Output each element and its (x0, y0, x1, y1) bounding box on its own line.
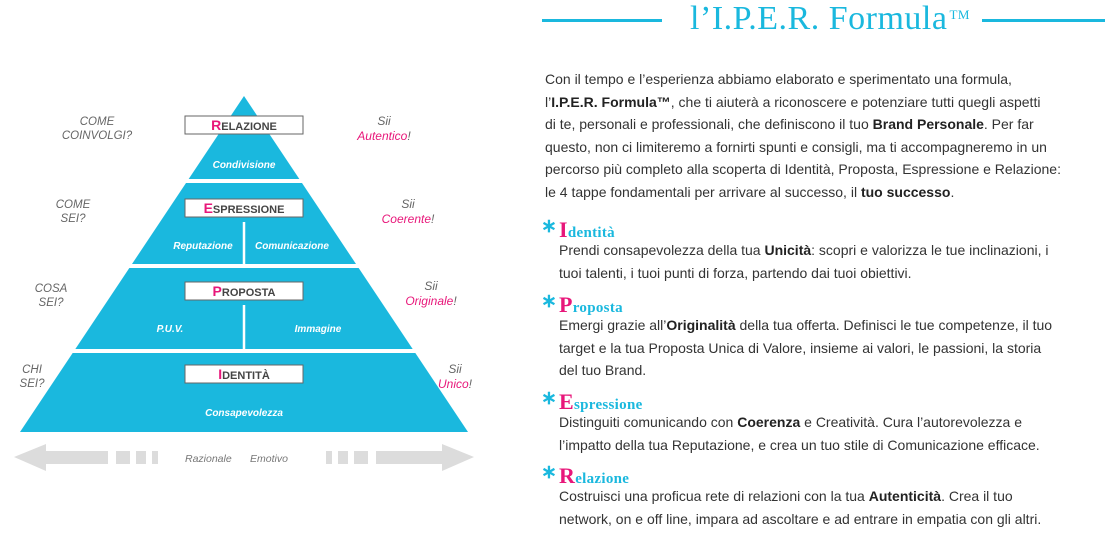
section-title: Relazione (559, 463, 630, 488)
arrow-dash (338, 451, 348, 464)
question-text: CHI (22, 364, 42, 376)
intro-line: percorso più completo alla scoperta di Identità, Proposta, Espressione e Relazione: (545, 161, 1061, 177)
cell-label: Immagine (294, 324, 342, 335)
section-body: Costruisci una proficua rete di relazioni con la tua Autenticità. Crea il tuo network, on e off line, impara ad ascoltare e ad entrare in empatia con gli altri. (559, 488, 1042, 527)
section-title: Espressione (559, 389, 643, 414)
sii-text: Sii (448, 362, 462, 376)
cell-label: Comunicazione (255, 241, 329, 252)
section-header (540, 0, 1106, 38)
arrow-dash (116, 451, 130, 464)
question-text: SEI? (19, 378, 45, 390)
intro-line: di te, personali e professionali, che definiscono il tuo Brand Personale. Per far (545, 116, 1034, 132)
section-title: Proposta (559, 292, 623, 317)
sii-text: Sii (401, 197, 415, 211)
arrow-dash (354, 451, 368, 464)
axis-label-left: Razionale (185, 453, 232, 465)
section-body: Distinguiti comunicando con Coerenza e Creatività. Cura l’autorevolezza e l’impatto della tua Reputazione, e crea un tuo stile di Comunicazione efficace. (559, 414, 1040, 453)
cell-label: P.U.V. (156, 324, 184, 335)
arrow-dash (152, 451, 158, 464)
arrow-left-icon (14, 444, 108, 471)
asterisk-icon: ∗ (541, 291, 557, 312)
pyramid-svg (0, 0, 500, 534)
question-text: COINVOLGI? (61, 130, 133, 142)
section-body: Prendi consapevolezza della tua Unicità: scopri e valorizza le tue inclinazioni, i tuoi talenti, i tuoi punti di forza, partendo dai tuoi obiettivi. (559, 242, 1049, 281)
level-label-espressione: ESPRESSIONE (203, 200, 285, 216)
quality-text: Unico! (437, 377, 473, 391)
quality-text: Coerente! (381, 212, 435, 226)
sii-text: Sii (424, 279, 438, 293)
question-text: SEI? (38, 297, 64, 309)
question-text: COME (79, 116, 115, 128)
intro-line: questo, non ci limiteremo a fornirti spunti e consigli, ma ti accompagneremo in un (545, 138, 1047, 155)
asterisk-icon: ∗ (541, 388, 557, 409)
section-relazione (541, 462, 1105, 530)
arrow-dash (326, 451, 332, 464)
level-label-relazione: RELAZIONE (211, 117, 277, 133)
quality-text: Autentico! (357, 129, 411, 143)
header-rule-left (542, 19, 662, 22)
asterisk-icon: ∗ (541, 462, 557, 483)
asterisk-icon: ∗ (541, 216, 557, 237)
section-espressione (541, 388, 1105, 456)
arrow-right-icon (376, 444, 474, 471)
cell-label: Reputazione (173, 241, 233, 252)
section-identita (541, 216, 1105, 284)
trademark-mark: TM (949, 7, 970, 22)
section-body: Emergi grazie all’Originalità della tua offerta. Definisci le tue competenze, il tuo target e la tua Proposta Unica di Valore, insieme ai valori, le passioni, la storia del tuo Brand. (559, 317, 1053, 378)
intro-line: l’I.P.E.R. Formula™, che ti aiuterà a riconoscere e potenziare tutti quegli aspetti (545, 93, 1041, 110)
pyramid-diagram (0, 0, 500, 534)
sii-text: Sii (377, 114, 391, 128)
header-rule-right (982, 19, 1105, 22)
axis-label-right: Emotivo (250, 453, 288, 465)
section-title: Identità (559, 217, 615, 242)
level-label-identita: IDENTITÀ (218, 366, 270, 382)
cell-label: Consapevolezza (205, 408, 283, 419)
page-title: l’I.P.E.R. Formula ™ (690, 0, 970, 37)
question-text: SEI? (60, 213, 86, 225)
arrow-dash (136, 451, 146, 464)
section-proposta (541, 291, 1105, 382)
cell-label: Condivisione (212, 160, 276, 171)
question-text: COSA (34, 283, 68, 295)
quality-text: Originale! (405, 294, 457, 308)
intro-paragraph (545, 68, 1105, 203)
intro-line: le 4 tappe fondamentali per arrivare al successo, il tuo successo. (545, 183, 955, 200)
intro-line: Con il tempo e l’esperienza abbiamo elaborato e sperimentato una formula, (545, 71, 1012, 87)
level-label-proposta: PROPOSTA (212, 283, 276, 299)
question-text: COME (55, 199, 91, 211)
